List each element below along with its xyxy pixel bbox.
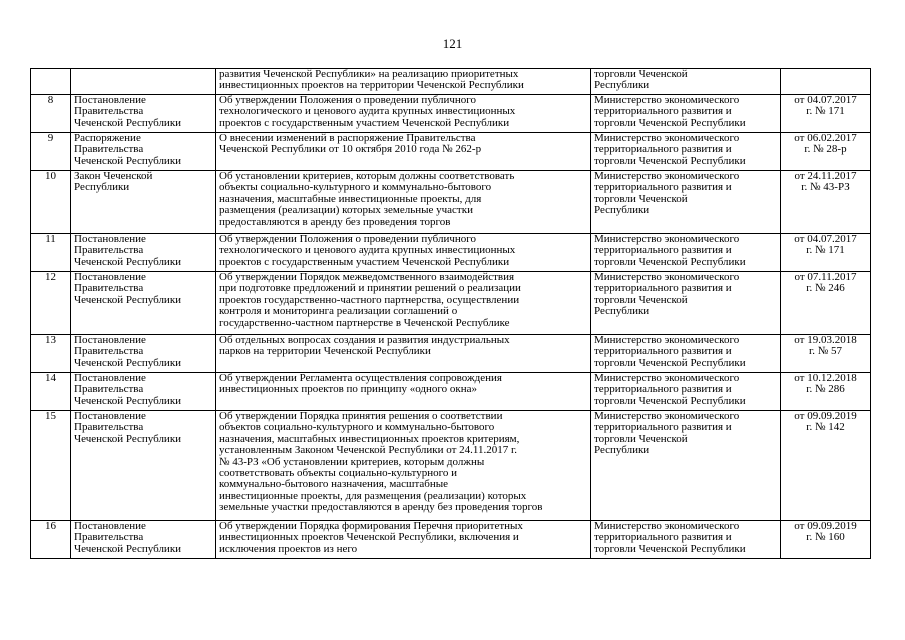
table-row [31, 272, 871, 335]
responsible-org: Министерство экономического территориального развития и торговли Чеченской Республики [591, 171, 781, 234]
row-number: 10 [31, 171, 71, 234]
act-title: Об установлении критериев, которым должны соответствовать объекты социально-культурного и коммунально-бытового назначения, масштабные инвестиционные проекты, для размещения (реализации) которых земельные участки предоставляются в аренду без проведения торгов [216, 171, 591, 234]
responsible-org: Министерство экономического территориального развития и торговли Чеченской Республики [591, 133, 781, 171]
act-type: Постановление Правительства Чеченской Республики [71, 234, 216, 272]
act-type: Постановление Правительства Чеченской Республики [71, 272, 216, 335]
responsible-org: Министерство экономического территориального развития и торговли Чеченской Республики [591, 411, 781, 521]
act-type: Постановление Правительства Чеченской Республики [71, 411, 216, 521]
act-title: Об утверждении Положения о проведении публичного технологического и ценового аудита крупных инвестиционных проектов с государственным участием Чеченской Республики [216, 95, 591, 133]
table-row [31, 521, 871, 559]
act-date: от 19.03.2018 г. № 57 [781, 335, 871, 373]
act-type: Постановление Правительства Чеченской Республики [71, 373, 216, 411]
responsible-org: Министерство экономического территориального развития и торговли Чеченской Республики [591, 95, 781, 133]
act-title: развития Чеченской Республики» на реализацию приоритетных инвестиционных проектов на территории Чеченской Республики [216, 69, 591, 95]
responsible-org: Министерство экономического территориального развития и торговли Чеченской Республики [591, 335, 781, 373]
act-date [781, 69, 871, 95]
row-number: 15 [31, 411, 71, 521]
act-date: от 04.07.2017 г. № 171 [781, 234, 871, 272]
row-number: 13 [31, 335, 71, 373]
responsible-org: Министерство экономического территориального развития и торговли Чеченской Республики [591, 521, 781, 559]
act-title: Об утверждении Порядка формирования Перечня приоритетных инвестиционных проектов Чеченской Республики, включения и исключения проектов из него [216, 521, 591, 559]
act-title: Об утверждении Регламента осуществления сопровождения инвестиционных проектов по принципу «одного окна» [216, 373, 591, 411]
table-row [31, 95, 871, 133]
row-number: 11 [31, 234, 71, 272]
act-type: Постановление Правительства Чеченской Республики [71, 521, 216, 559]
table-row [31, 335, 871, 373]
act-title: Об утверждении Порядок межведомственного взаимодействия при подготовке предложений и принятии решений о реализации проектов государственно-частного партнерства, осуществлении контроля и мониторинга реализации соглашений о государственно-частном партнерстве в Чеченской Республике [216, 272, 591, 335]
page-number: 121 [442, 36, 463, 51]
responsible-org: Министерство экономического территориального развития и торговли Чеченской Республики [591, 234, 781, 272]
table-row [31, 133, 871, 171]
table-row [31, 171, 871, 234]
act-date: от 09.09.2019 г. № 142 [781, 411, 871, 521]
act-date: от 04.07.2017 г. № 171 [781, 95, 871, 133]
row-number: 14 [31, 373, 71, 411]
row-number: 8 [31, 95, 71, 133]
act-title: Об утверждении Положения о проведении публичного технологического и ценового аудита крупных инвестиционных проектов с государственным участием Чеченской Республики [216, 234, 591, 272]
row-number: 16 [31, 521, 71, 559]
act-type: Постановление Правительства Чеченской Республики [71, 335, 216, 373]
table-row [31, 373, 871, 411]
act-date: от 24.11.2017 г. № 43-РЗ [781, 171, 871, 234]
row-number [31, 69, 71, 95]
act-date: от 10.12.2018 г. № 286 [781, 373, 871, 411]
responsible-org: Министерство экономического территориального развития и торговли Чеченской Республики [591, 272, 781, 335]
act-title: Об утверждении Порядка принятия решения о соответствии объектов социально-культурного и коммунально-бытового назначения, масштабных инвестиционных проектов критериям, установленным Законом Чеченской Республики от 24.11.2017 г. № 43-РЗ «Об установлении критериев, которым должны соответствовать объекты социально-культурного и коммунально-бытового назначения, масштабные инвестиционные проекты, для размещения (реализации) которых земельные участки предоставляются в аренду без проведения торгов [216, 411, 591, 521]
act-date: от 06.02.2017 г. № 28-р [781, 133, 871, 171]
act-title: Об отдельных вопросах создания и развития индустриальных парков на территории Чеченской Республики [216, 335, 591, 373]
row-number: 12 [31, 272, 71, 335]
responsible-org: Министерство экономического территориального развития и торговли Чеченской Республики [591, 373, 781, 411]
act-type: Распоряжение Правительства Чеченской Республики [71, 133, 216, 171]
act-date: от 09.09.2019 г. № 160 [781, 521, 871, 559]
act-date: от 07.11.2017 г. № 246 [781, 272, 871, 335]
table-row [31, 411, 871, 521]
row-number: 9 [31, 133, 71, 171]
act-title: О внесении изменений в распоряжение Правительства Чеченской Республики от 10 октября 2010 года № 262-р [216, 133, 591, 171]
act-type [71, 69, 216, 95]
table-row [31, 234, 871, 272]
table-row [31, 69, 871, 95]
act-type: Постановление Правительства Чеченской Республики [71, 95, 216, 133]
responsible-org: торговли Чеченской Республики [591, 69, 781, 95]
act-type: Закон Чеченской Республики [71, 171, 216, 234]
legal-acts-table [30, 68, 871, 559]
